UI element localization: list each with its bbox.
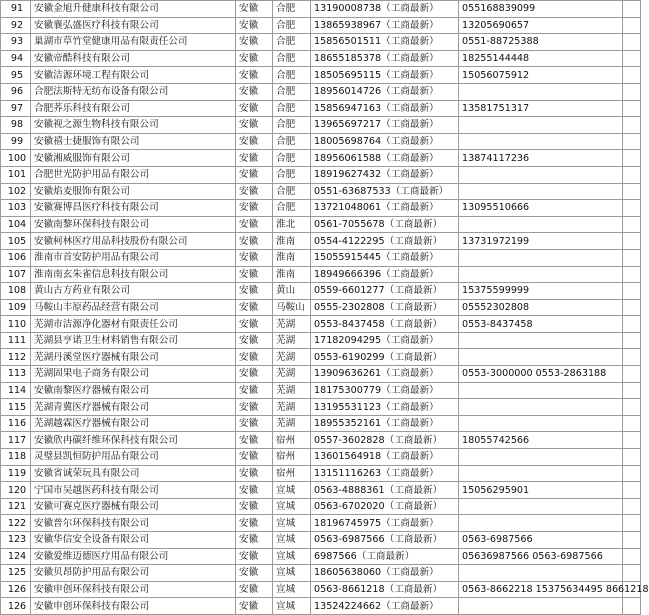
empty-cell	[623, 133, 641, 150]
province-cell: 安徽	[236, 299, 273, 316]
extra-contact-cell: 18055742566	[459, 432, 623, 449]
phone-cell: 0557-3602828（工商最新）	[311, 432, 459, 449]
province-cell: 安徽	[236, 133, 273, 150]
table-row	[1, 133, 641, 150]
row-number: 103	[1, 200, 31, 217]
empty-cell	[623, 382, 641, 399]
phone-cell: 18655185378（工商最新）	[311, 50, 459, 67]
city-cell: 宣城	[273, 581, 311, 598]
company-name-cell: 巢湖市草竹堂健康用品有限责任公司	[31, 34, 236, 51]
empty-cell	[623, 150, 641, 167]
company-name-cell: 安徽南黎医疗器械有限公司	[31, 382, 236, 399]
phone-cell: 15856947163（工商最新）	[311, 100, 459, 117]
empty-cell	[623, 349, 641, 366]
city-cell: 合肥	[273, 150, 311, 167]
row-number: 121	[1, 498, 31, 515]
empty-cell	[623, 465, 641, 482]
province-cell: 安徽	[236, 399, 273, 416]
row-number: 108	[1, 283, 31, 300]
extra-contact-cell	[459, 83, 623, 100]
row-number: 114	[1, 382, 31, 399]
extra-contact-cell: 13581751317	[459, 100, 623, 117]
company-name-cell: 芜湖市洁源净化器材有限责任公司	[31, 316, 236, 333]
phone-cell: 13195531123（工商最新）	[311, 399, 459, 416]
city-cell: 合肥	[273, 117, 311, 134]
empty-cell	[623, 432, 641, 449]
company-name-cell: 安徽贝昂防护用品有限公司	[31, 565, 236, 582]
extra-contact-cell	[459, 565, 623, 582]
extra-contact-cell: 0563-8662218 15375634495 8661218	[459, 581, 623, 598]
table-row	[1, 216, 641, 233]
extra-contact-cell: 055168839099	[459, 1, 623, 18]
empty-cell	[623, 50, 641, 67]
row-number: 122	[1, 515, 31, 532]
row-number: 120	[1, 482, 31, 499]
phone-cell: 0554-4122295（工商最新）	[311, 233, 459, 250]
table-row	[1, 399, 641, 416]
extra-contact-cell	[459, 598, 623, 615]
table-row	[1, 100, 641, 117]
city-cell: 宣城	[273, 482, 311, 499]
table-row	[1, 598, 641, 615]
table-row	[1, 233, 641, 250]
empty-cell	[623, 332, 641, 349]
extra-contact-cell	[459, 349, 623, 366]
row-number: 126	[1, 598, 31, 615]
company-name-cell: 安徽襄弘盛医疗科技有限公司	[31, 17, 236, 34]
company-name-cell: 合肥世光防护用品有限公司	[31, 166, 236, 183]
company-name-cell: 合肥法斯特无纺布设备有限公司	[31, 83, 236, 100]
extra-contact-cell	[459, 515, 623, 532]
extra-contact-cell: 15375599999	[459, 283, 623, 300]
row-number: 118	[1, 449, 31, 466]
province-cell: 安徽	[236, 316, 273, 333]
row-number: 123	[1, 532, 31, 549]
empty-cell	[623, 183, 641, 200]
row-number: 91	[1, 1, 31, 18]
province-cell: 安徽	[236, 283, 273, 300]
row-number: 95	[1, 67, 31, 84]
phone-cell: 0563-8661218（工商最新）	[311, 581, 459, 598]
company-name-cell: 安徽视之源生物科技有限公司	[31, 117, 236, 134]
table-row	[1, 532, 641, 549]
extra-contact-cell	[459, 465, 623, 482]
empty-cell	[623, 17, 641, 34]
row-number: 98	[1, 117, 31, 134]
city-cell: 合肥	[273, 67, 311, 84]
city-cell: 宣城	[273, 565, 311, 582]
phone-cell: 0563-4888361（工商最新）	[311, 482, 459, 499]
company-name-cell: 安徽柯林医疗用品科技股份有限公司	[31, 233, 236, 250]
province-cell: 安徽	[236, 100, 273, 117]
row-number: 106	[1, 249, 31, 266]
row-number: 124	[1, 548, 31, 565]
city-cell: 合肥	[273, 133, 311, 150]
phone-cell: 0563-6702020（工商最新）	[311, 498, 459, 515]
extra-contact-cell: 0553-8437458	[459, 316, 623, 333]
extra-contact-cell	[459, 249, 623, 266]
phone-cell: 0553-8437458（工商最新）	[311, 316, 459, 333]
city-cell: 宣城	[273, 598, 311, 615]
city-cell: 合肥	[273, 200, 311, 217]
company-name-cell: 安徽焰麦服饰有限公司	[31, 183, 236, 200]
empty-cell	[623, 598, 641, 615]
company-name-cell: 合肥荞乐科技有限公司	[31, 100, 236, 117]
province-cell: 安徽	[236, 581, 273, 598]
table-row	[1, 465, 641, 482]
extra-contact-cell: 0551-88725388	[459, 34, 623, 51]
province-cell: 安徽	[236, 150, 273, 167]
empty-cell	[623, 498, 641, 515]
province-cell: 安徽	[236, 515, 273, 532]
city-cell: 淮南	[273, 249, 311, 266]
table-row	[1, 1, 641, 18]
extra-contact-cell: 13205690657	[459, 17, 623, 34]
empty-cell	[623, 34, 641, 51]
province-cell: 安徽	[236, 382, 273, 399]
table-row	[1, 166, 641, 183]
company-name-cell: 灵璧县凯恒防护用品有限公司	[31, 449, 236, 466]
phone-cell: 15055915445（工商最新）	[311, 249, 459, 266]
empty-cell	[623, 316, 641, 333]
phone-cell: 18949666396（工商最新）	[311, 266, 459, 283]
company-name-cell: 安徽华信安全设备有限公司	[31, 532, 236, 549]
province-cell: 安徽	[236, 216, 273, 233]
company-name-cell: 安徽申创环保科技有限公司	[31, 598, 236, 615]
row-number: 109	[1, 299, 31, 316]
extra-contact-cell	[459, 332, 623, 349]
extra-contact-cell	[459, 117, 623, 134]
province-cell: 安徽	[236, 532, 273, 549]
province-cell: 安徽	[236, 432, 273, 449]
province-cell: 安徽	[236, 1, 273, 18]
province-cell: 安徽	[236, 183, 273, 200]
table-row	[1, 316, 641, 333]
city-cell: 宣城	[273, 548, 311, 565]
province-cell: 安徽	[236, 498, 273, 515]
phone-cell: 18505695115（工商最新）	[311, 67, 459, 84]
province-cell: 安徽	[236, 349, 273, 366]
extra-contact-cell: 0563-6987566	[459, 532, 623, 549]
phone-cell: 18605638060（工商最新）	[311, 565, 459, 582]
row-number: 117	[1, 432, 31, 449]
city-cell: 合肥	[273, 100, 311, 117]
table-row	[1, 449, 641, 466]
phone-cell: 0553-6190299（工商最新）	[311, 349, 459, 366]
city-cell: 合肥	[273, 183, 311, 200]
row-number: 99	[1, 133, 31, 150]
empty-cell	[623, 548, 641, 565]
phone-cell: 18956061588（工商最新）	[311, 150, 459, 167]
province-cell: 安徽	[236, 366, 273, 383]
city-cell: 宿州	[273, 432, 311, 449]
table-row	[1, 299, 641, 316]
empty-cell	[623, 249, 641, 266]
company-name-cell: 安徽可赛克医疗器械有限公司	[31, 498, 236, 515]
province-cell: 安徽	[236, 67, 273, 84]
table-row	[1, 482, 641, 499]
city-cell: 合肥	[273, 83, 311, 100]
company-name-cell: 芜湖县亨诺卫生材料销售有限公司	[31, 332, 236, 349]
extra-contact-cell	[459, 399, 623, 416]
phone-cell: 0559-6601277（工商最新）	[311, 283, 459, 300]
phone-cell: 0551-63687533（工商最新）	[311, 183, 459, 200]
table-row	[1, 332, 641, 349]
city-cell: 合肥	[273, 50, 311, 67]
table-row	[1, 498, 641, 515]
company-name-cell: 安徽普尔环保科技有限公司	[31, 515, 236, 532]
province-cell: 安徽	[236, 598, 273, 615]
province-cell: 安徽	[236, 482, 273, 499]
extra-contact-cell: 18255144448	[459, 50, 623, 67]
province-cell: 安徽	[236, 83, 273, 100]
company-name-cell: 安徽湘威服饰有限公司	[31, 150, 236, 167]
table-row	[1, 200, 641, 217]
table-row	[1, 382, 641, 399]
row-number: 111	[1, 332, 31, 349]
phone-cell: 18956014726（工商最新）	[311, 83, 459, 100]
empty-cell	[623, 117, 641, 134]
empty-cell	[623, 1, 641, 18]
company-name-cell: 淮南市首安防护用品有限公司	[31, 249, 236, 266]
row-number: 105	[1, 233, 31, 250]
phone-cell: 13865938967（工商最新）	[311, 17, 459, 34]
table-row	[1, 581, 641, 598]
empty-cell	[623, 200, 641, 217]
company-name-cell: 黄山古方药业有限公司	[31, 283, 236, 300]
phone-cell: 0563-6987566（工商最新）	[311, 532, 459, 549]
city-cell: 黄山	[273, 283, 311, 300]
province-cell: 安徽	[236, 117, 273, 134]
empty-cell	[623, 266, 641, 283]
company-name-cell: 淮南南玄朱雀信息科技有限公司	[31, 266, 236, 283]
phone-cell: 13190008738（工商最新）	[311, 1, 459, 18]
city-cell: 合肥	[273, 17, 311, 34]
row-number: 116	[1, 415, 31, 432]
city-cell: 马鞍山	[273, 299, 311, 316]
empty-cell	[623, 399, 641, 416]
company-name-cell: 安徽欣冉碳纤维环保科技有限公司	[31, 432, 236, 449]
company-name-cell: 安徽赛博昌医疗科技有限公司	[31, 200, 236, 217]
city-cell: 芜湖	[273, 382, 311, 399]
province-cell: 安徽	[236, 200, 273, 217]
empty-cell	[623, 415, 641, 432]
row-number: 125	[1, 565, 31, 582]
province-cell: 安徽	[236, 233, 273, 250]
empty-cell	[623, 565, 641, 582]
phone-cell: 13601564918（工商最新）	[311, 449, 459, 466]
row-number: 119	[1, 465, 31, 482]
empty-cell	[623, 366, 641, 383]
empty-cell	[623, 67, 641, 84]
row-number: 112	[1, 349, 31, 366]
table-row	[1, 67, 641, 84]
table-row	[1, 50, 641, 67]
empty-cell	[623, 283, 641, 300]
company-name-cell: 安徽洁源环境工程有限公司	[31, 67, 236, 84]
extra-contact-cell	[459, 166, 623, 183]
extra-contact-cell	[459, 133, 623, 150]
row-number: 107	[1, 266, 31, 283]
phone-cell: 13524224662（工商最新）	[311, 598, 459, 615]
extra-contact-cell: 05552302808	[459, 299, 623, 316]
company-name-cell: 安徽禧士捷服饰有限公司	[31, 133, 236, 150]
empty-cell	[623, 216, 641, 233]
province-cell: 安徽	[236, 249, 273, 266]
table-row	[1, 349, 641, 366]
phone-cell: 18196745975（工商最新）	[311, 515, 459, 532]
row-number: 93	[1, 34, 31, 51]
city-cell: 宿州	[273, 465, 311, 482]
company-name-cell: 芜湖青冀医疗器械有限公司	[31, 399, 236, 416]
city-cell: 芜湖	[273, 349, 311, 366]
city-cell: 宣城	[273, 498, 311, 515]
city-cell: 芜湖	[273, 415, 311, 432]
table-row	[1, 548, 641, 565]
empty-cell	[623, 532, 641, 549]
empty-cell	[623, 449, 641, 466]
table-row	[1, 515, 641, 532]
phone-cell: 13965697217（工商最新）	[311, 117, 459, 134]
table-row	[1, 83, 641, 100]
extra-contact-cell	[459, 498, 623, 515]
row-number: 96	[1, 83, 31, 100]
table-row	[1, 34, 641, 51]
province-cell: 安徽	[236, 565, 273, 582]
province-cell: 安徽	[236, 449, 273, 466]
row-number: 92	[1, 17, 31, 34]
company-name-cell: 马鞍山丰原药品经营有限公司	[31, 299, 236, 316]
phone-cell: 15856501511（工商最新）	[311, 34, 459, 51]
extra-contact-cell	[459, 382, 623, 399]
city-cell: 芜湖	[273, 399, 311, 416]
empty-cell	[623, 482, 641, 499]
province-cell: 安徽	[236, 465, 273, 482]
extra-contact-cell	[459, 449, 623, 466]
city-cell: 淮北	[273, 216, 311, 233]
city-cell: 合肥	[273, 1, 311, 18]
empty-cell	[623, 515, 641, 532]
phone-cell: 18175300779（工商最新）	[311, 382, 459, 399]
table-row	[1, 432, 641, 449]
extra-contact-cell	[459, 216, 623, 233]
extra-contact-cell	[459, 266, 623, 283]
province-cell: 安徽	[236, 34, 273, 51]
row-number: 102	[1, 183, 31, 200]
row-number: 100	[1, 150, 31, 167]
phone-cell: 18955352161（工商最新）	[311, 415, 459, 432]
phone-cell: 0555-2302808（工商最新）	[311, 299, 459, 316]
extra-contact-cell: 13095510666	[459, 200, 623, 217]
phone-cell: 13909636261（工商最新）	[311, 366, 459, 383]
extra-contact-cell: 13731972199	[459, 233, 623, 250]
phone-cell: 18919627432（工商最新）	[311, 166, 459, 183]
province-cell: 安徽	[236, 548, 273, 565]
phone-cell: 6987566（工商最新）	[311, 548, 459, 565]
phone-cell: 13151116263（工商最新）	[311, 465, 459, 482]
city-cell: 宣城	[273, 532, 311, 549]
extra-contact-cell: 05636987566 0563-6987566	[459, 548, 623, 565]
row-number: 97	[1, 100, 31, 117]
empty-cell	[623, 166, 641, 183]
phone-cell: 0561-7055678（工商最新）	[311, 216, 459, 233]
province-cell: 安徽	[236, 166, 273, 183]
table-row	[1, 17, 641, 34]
province-cell: 安徽	[236, 17, 273, 34]
city-cell: 宿州	[273, 449, 311, 466]
table-row	[1, 415, 641, 432]
table-row	[1, 249, 641, 266]
extra-contact-cell: 15056075912	[459, 67, 623, 84]
empty-cell	[623, 233, 641, 250]
table-row	[1, 117, 641, 134]
row-number: 94	[1, 50, 31, 67]
company-name-cell: 芜湖丹溪堂医疗器械有限公司	[31, 349, 236, 366]
city-cell: 芜湖	[273, 366, 311, 383]
phone-cell: 18005698764（工商最新）	[311, 133, 459, 150]
row-number: 104	[1, 216, 31, 233]
company-name-cell: 安徽申创环保科技有限公司	[31, 581, 236, 598]
empty-cell	[623, 83, 641, 100]
company-name-cell: 安徽爱维迈德医疗用品有限公司	[31, 548, 236, 565]
company-name-cell: 安徽金旭升健康科技有限公司	[31, 1, 236, 18]
row-number: 101	[1, 166, 31, 183]
table-row	[1, 366, 641, 383]
extra-contact-cell: 15056295901	[459, 482, 623, 499]
company-name-cell: 芜湖越霖医疗器械有限公司	[31, 415, 236, 432]
extra-contact-cell	[459, 415, 623, 432]
empty-cell	[623, 100, 641, 117]
table-row	[1, 565, 641, 582]
province-cell: 安徽	[236, 266, 273, 283]
company-name-cell: 安徽南黎环保科技有限公司	[31, 216, 236, 233]
province-cell: 安徽	[236, 50, 273, 67]
row-number: 113	[1, 366, 31, 383]
company-name-cell: 安徽帝酷科技有限公司	[31, 50, 236, 67]
city-cell: 芜湖	[273, 332, 311, 349]
phone-cell: 17182094295（工商最新）	[311, 332, 459, 349]
table-row	[1, 150, 641, 167]
extra-contact-cell: 13874117236	[459, 150, 623, 167]
city-cell: 芜湖	[273, 316, 311, 333]
row-number: 126	[1, 581, 31, 598]
city-cell: 合肥	[273, 34, 311, 51]
extra-contact-cell	[459, 183, 623, 200]
city-cell: 淮南	[273, 266, 311, 283]
row-number: 115	[1, 399, 31, 416]
table-row	[1, 183, 641, 200]
table-row	[1, 266, 641, 283]
company-name-cell: 安徽省诚荣玩具有限公司	[31, 465, 236, 482]
city-cell: 淮南	[273, 233, 311, 250]
province-cell: 安徽	[236, 415, 273, 432]
province-cell: 安徽	[236, 332, 273, 349]
empty-cell	[623, 299, 641, 316]
company-name-cell: 芜湖固果电子商务有限公司	[31, 366, 236, 383]
company-name-cell: 宁国市吴越医药科技有限公司	[31, 482, 236, 499]
row-number: 110	[1, 316, 31, 333]
city-cell: 合肥	[273, 166, 311, 183]
phone-cell: 13721048061（工商最新）	[311, 200, 459, 217]
extra-contact-cell: 0553-3000000 0553-2863188	[459, 366, 623, 383]
city-cell: 宣城	[273, 515, 311, 532]
table-row	[1, 283, 641, 300]
